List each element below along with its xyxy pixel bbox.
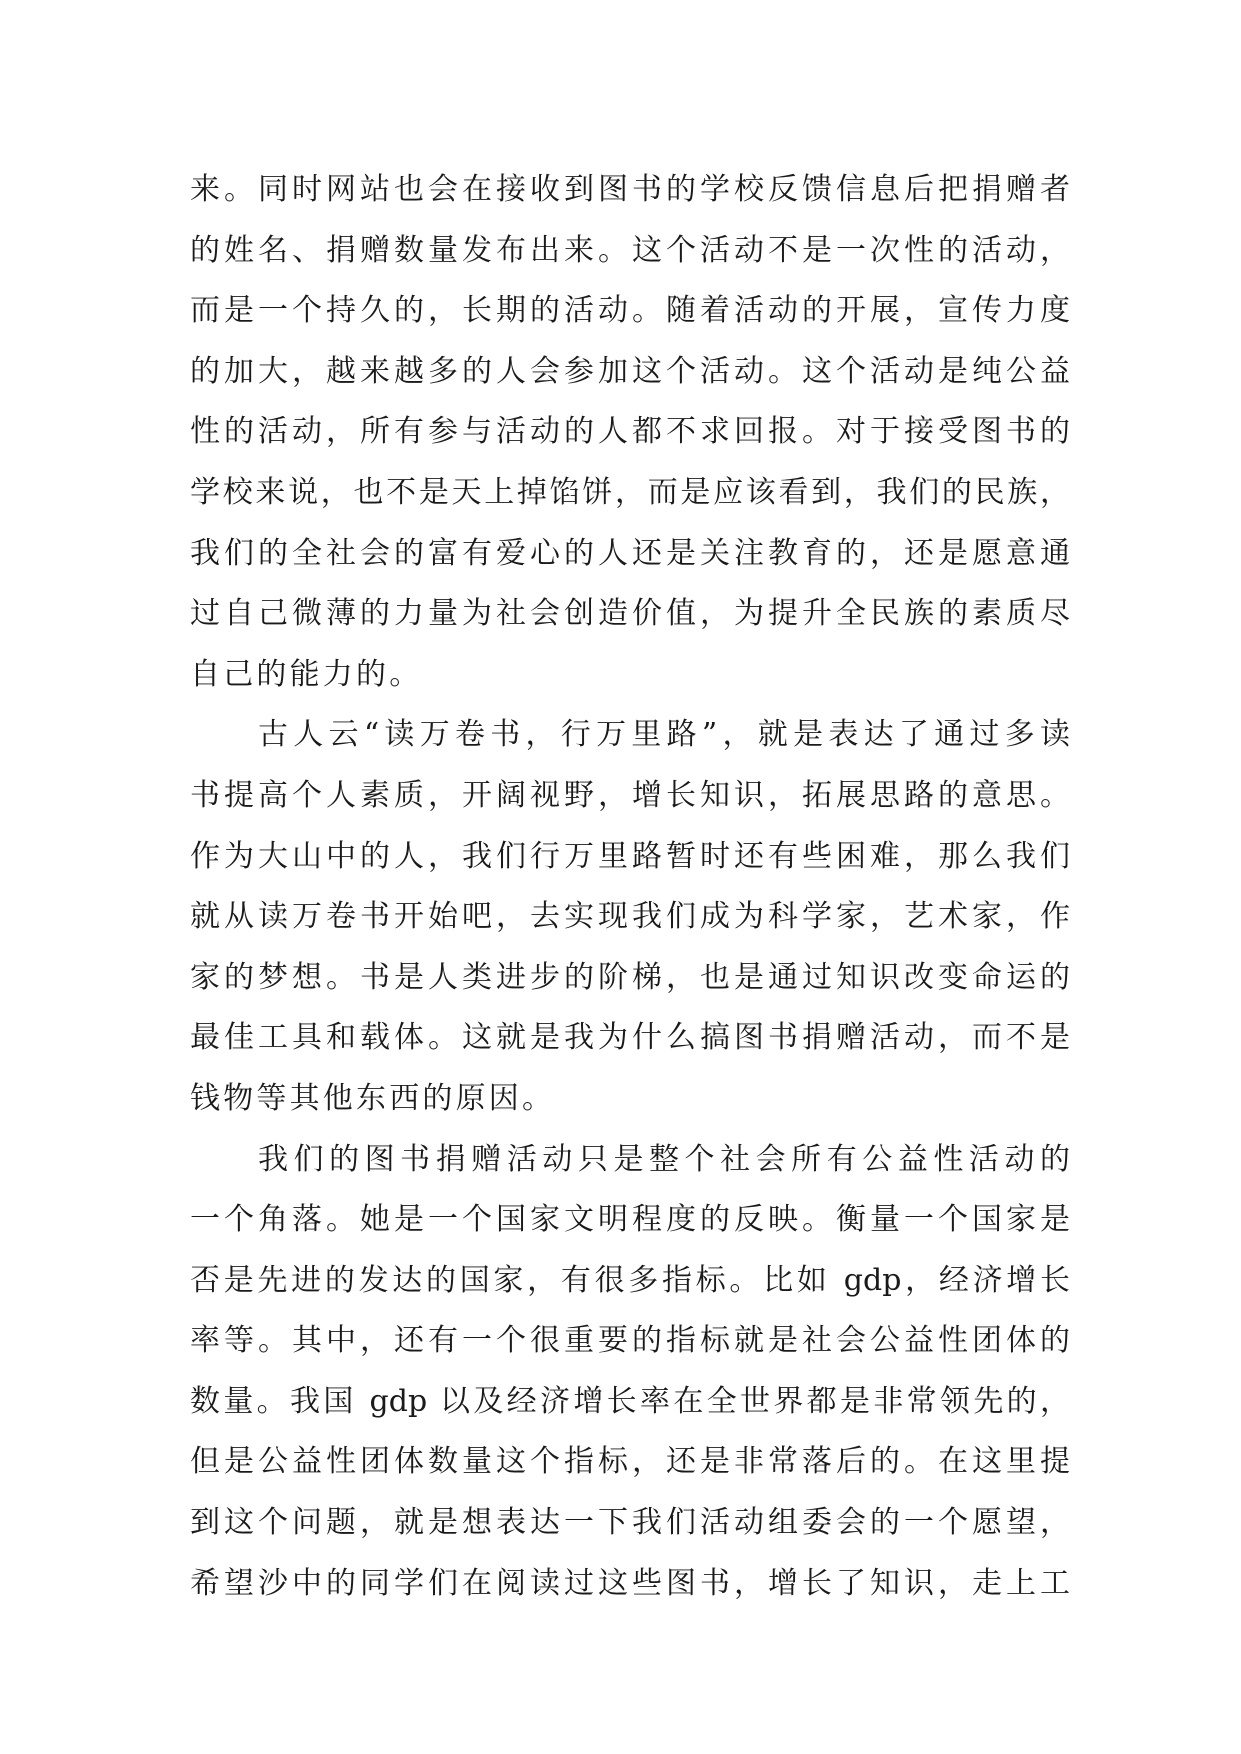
text-line: 学校来说，也不是天上掉馅饼，而是应该看到，我们的民族， [190, 474, 1070, 510]
text-line: 作为大山中的人，我们行万里路暂时还有些困难，那么我们 [190, 838, 1070, 874]
text-line: 过自己微薄的力量为社会创造价值，为提升全民族的素质尽 [190, 596, 1070, 632]
text-line: 希望沙中的同学们在阅读过这些图书，增长了知识，走上工 [190, 1565, 1070, 1601]
text-line: 钱物等其他东西的原因。 [190, 1080, 556, 1116]
text-line: 自己的能力的。 [190, 656, 423, 692]
text-line: 数量。我国 gdp 以及经济增长率在全世界都是非常领先的， [190, 1383, 1070, 1419]
text-line: 但是公益性团体数量这个指标，还是非常落后的。在这里提 [190, 1444, 1070, 1480]
text-line: 家的梦想。书是人类进步的阶梯，也是通过知识改变命运的 [190, 959, 1070, 995]
paragraph-first-line: 古人云“读万卷书，行万里路”，就是表达了通过多读 [258, 717, 1070, 753]
text-line: 我们的全社会的富有爱心的人还是关注教育的，还是愿意通 [190, 535, 1070, 571]
text-line: 的姓名、捐赠数量发布出来。这个活动不是一次性的活动， [190, 232, 1070, 268]
text-line: 率等。其中，还有一个很重要的指标就是社会公益性团体的 [190, 1323, 1070, 1359]
text-line: 最佳工具和载体。这就是我为什么搞图书捐赠活动，而不是 [190, 1020, 1070, 1056]
text-line: 的加大，越来越多的人会参加这个活动。这个活动是纯公益 [190, 353, 1070, 389]
text-line: 性的活动，所有参与活动的人都不求回报。对于接受图书的 [190, 414, 1070, 450]
text-line: 到这个问题，就是想表达一下我们活动组委会的一个愿望， [190, 1505, 1070, 1541]
text-line: 来。同时网站也会在接收到图书的学校反馈信息后把捐赠者 [190, 172, 1070, 207]
text-line: 一个角落。她是一个国家文明程度的反映。衡量一个国家是 [190, 1202, 1070, 1238]
text-line: 书提高个人素质，开阔视野，增长知识，拓展思路的意思。 [190, 777, 1070, 813]
text-line: 而是一个持久的，长期的活动。随着活动的开展，宣传力度 [190, 293, 1070, 329]
body-text [190, 160, 1070, 1614]
text-line: 否是先进的发达的国家，有很多指标。比如 gdp，经济增长 [190, 1262, 1070, 1298]
paragraph-first-line: 我们的图书捐赠活动只是整个社会所有公益性活动的 [258, 1141, 1070, 1177]
text-line: 就从读万卷书开始吧，去实现我们成为科学家，艺术家，作 [190, 899, 1070, 935]
